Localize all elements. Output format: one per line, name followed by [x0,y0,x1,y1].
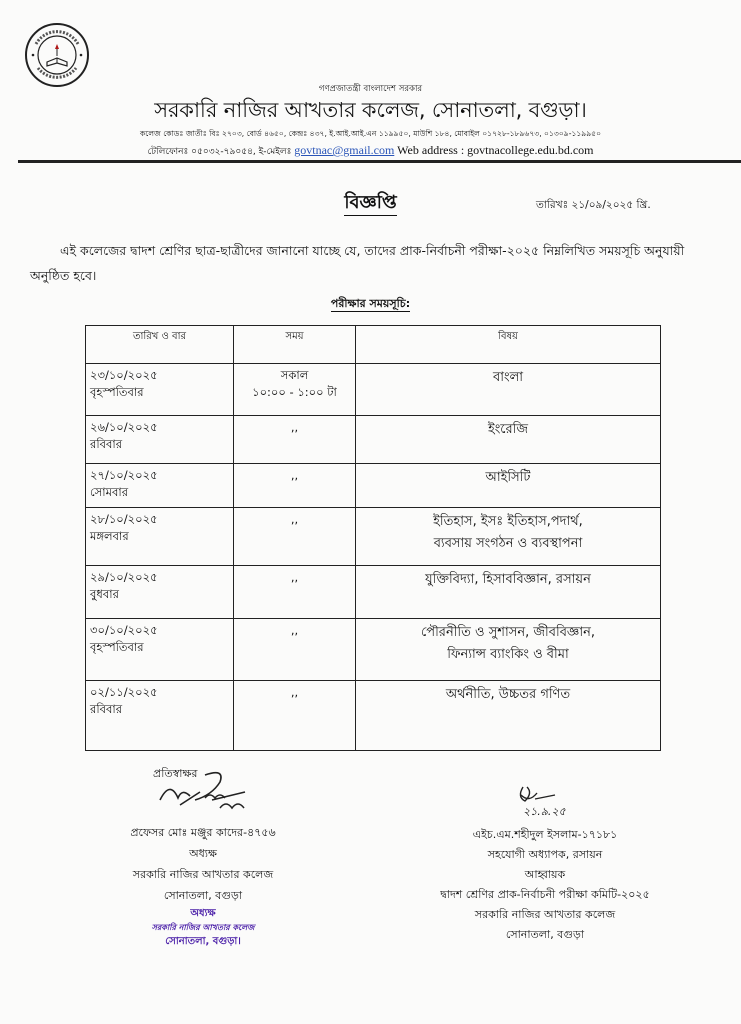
college-codes: কলেজ কোডঃ জাতীঃ বিঃ ২৭০৩, বোর্ড ৪৬৫০, কেন্দ্রঃ ৪৩৭, ই.আই.আই.এন ১১৯৯৫০, মাউশি ১৮৪, মোবাইল ০১৭২৮-১৮৯৬৭৩, ০১৩০৯-১১৯৯৫০ [139,129,602,138]
countersign-label: প্রতিস্বাক্ষর [153,767,198,780]
college-seal-icon [24,22,90,88]
contact-line [0,143,741,159]
web-address: Web address : govtnacollege.edu.bd.com [397,143,594,157]
table-row [86,681,661,751]
exam-time-1: ,, [290,570,299,584]
exam-day: রবিবার [90,437,123,451]
cell-subject [356,508,661,566]
notice-body: এই কলেজের দ্বাদশ শ্রেণির ছাত্র-ছাত্রীদের জানানো যাচ্ছে যে, তাদের প্রাক-নির্বাচনী পরীক্ষা-২০২৫ নিম্নলিখিত সময়সূচি অনুযায়ী অনুষ্ঠিত হবে। [30,243,685,283]
table-row [86,416,661,464]
convener-name: এইচ.এম.শহীদুল ইসলাম-১৭১৮১ [472,828,618,841]
table-row [86,364,661,416]
exam-subject-2: ফিন্যান্স ব্যাংকিং ও বীমা [447,647,569,662]
principal-name: প্রফেসর মোঃ মঞ্জুর কাদের-৪৭৫৬ [130,826,276,839]
cell-subject [356,416,661,464]
stamp-line-1: অধ্যক্ষ [190,908,216,919]
exam-subject-1: ইতিহাস, ইসঃ ইতিহাস,পদার্থ, [433,514,583,529]
college-title: সরকারি নাজির আখতার কলেজ, সোনাতলা, বগুড়া। [154,98,587,122]
committee-name: দ্বাদশ শ্রেণির প্রাক-নির্বাচনী পরীক্ষা কমিটি-২০২৫ [440,888,650,901]
exam-subject-1: ইংরেজি [487,422,529,437]
exam-day: মঙ্গলবার [90,529,129,543]
exam-day: বুধবার [90,587,119,601]
convener-role: আহ্বায়ক [524,868,566,881]
exam-time-1: ,, [290,623,299,637]
right-signatory [400,825,690,945]
exam-subject-2: ব্যবসায় সংগঠন ও ব্যবস্থাপনা [433,536,583,551]
exam-day: সোমবার [90,485,129,499]
cell-time [234,416,356,464]
exam-time-1: ,, [290,468,299,482]
exam-time-2: ১০:০০ - ১:০০ টা [252,385,337,399]
header-rule [18,160,741,163]
cell-date-day [86,364,234,416]
notice-date: তারিখঃ ২১/০৯/২০২৫ খ্রি. [536,199,651,211]
cell-date-day [86,681,234,751]
header-date-day: তারিখ ও বার [86,326,234,364]
cell-subject [356,681,661,751]
cell-subject [356,364,661,416]
cell-date-day [86,566,234,619]
exam-date: ২৩/১০/২০২৫ [90,368,158,382]
principal-designation: অধ্যক্ষ [189,847,217,860]
exam-time-1: ,, [290,685,299,699]
cell-time [234,464,356,508]
cell-time [234,619,356,681]
cell-time [234,681,356,751]
principal-org: সরকারি নাজির আখতার কলেজ [132,868,274,881]
schedule-title-text: পরীক্ষার সময়সূচি: [330,297,411,310]
table-row [86,508,661,566]
cell-subject [356,566,661,619]
left-signatory [98,822,308,906]
cell-subject [356,464,661,508]
convener-signature-date: ২১.৯.২৫ [523,805,566,818]
government-line: গণপ্রজাতন্ত্রী বাংলাদেশ সরকার [318,84,423,94]
convener-designation: সহযোগী অধ্যাপক, রসায়ন [487,848,603,861]
stamp-line-3: সোনাতলা, বগুড়া। [165,936,241,947]
principal-place: সোনাতলা, বগুড়া [163,889,243,902]
exam-day: রবিবার [90,702,123,716]
notice-title-text: বিজ্ঞপ্তি [344,192,396,216]
exam-subject-1: পৌরনীতি ও সুশাসন, জীববিজ্ঞান, [420,625,596,640]
stamp-line-2: সরকারি নাজির আখতার কলেজ [151,923,255,932]
exam-date: ২৬/১০/২০২৫ [90,420,158,434]
exam-subject-1: আইসিটি [485,470,531,485]
cell-date-day [86,619,234,681]
convener-place: সোনাতলা, বগুড়া [505,928,585,941]
cell-date-day [86,416,234,464]
table-header-row [86,326,661,364]
table-row [86,566,661,619]
exam-date: ০২/১১/২০২৫ [90,685,158,699]
cell-time [234,364,356,416]
exam-subject-1: যুক্তিবিদ্যা, হিসাববিজ্ঞান, রসায়ন [425,572,591,587]
exam-time-1: ,, [290,420,299,434]
exam-date: ৩০/১০/২০২৫ [90,623,158,637]
header-time: সময় [234,326,356,364]
schedule-title [0,295,741,314]
cell-date-day [86,508,234,566]
table-row [86,619,661,681]
exam-date: ২৭/১০/২০২৫ [90,468,158,482]
principal-signature [150,770,270,824]
exam-day: বৃহস্পতিবার [90,385,144,399]
convener-org: সরকারি নাজির আখতার কলেজ [474,908,616,921]
phone-label: টেলিফোনঃ ০৫০৩২-৭৯০৫৪, ই-মেইলঃ [147,147,292,157]
exam-subject-1: অর্থনীতি, উচ্চতর গণিত [445,687,571,702]
cell-time [234,566,356,619]
exam-subject-1: বাংলা [492,370,524,385]
cell-time [234,508,356,566]
cell-subject [356,619,661,681]
email-link[interactable]: govtnac@gmail.com [294,143,395,157]
exam-day: বৃহস্পতিবার [90,640,144,654]
exam-schedule-table [85,325,661,751]
exam-date: ২৮/১০/২০২৫ [90,512,158,526]
header-subject: বিষয় [356,326,661,364]
principal-stamp [98,907,308,949]
table-row [86,464,661,508]
exam-time-1: সকাল [280,368,309,382]
exam-date: ২৯/১০/২০২৫ [90,570,158,584]
cell-date-day [86,464,234,508]
exam-time-1: ,, [290,512,299,526]
